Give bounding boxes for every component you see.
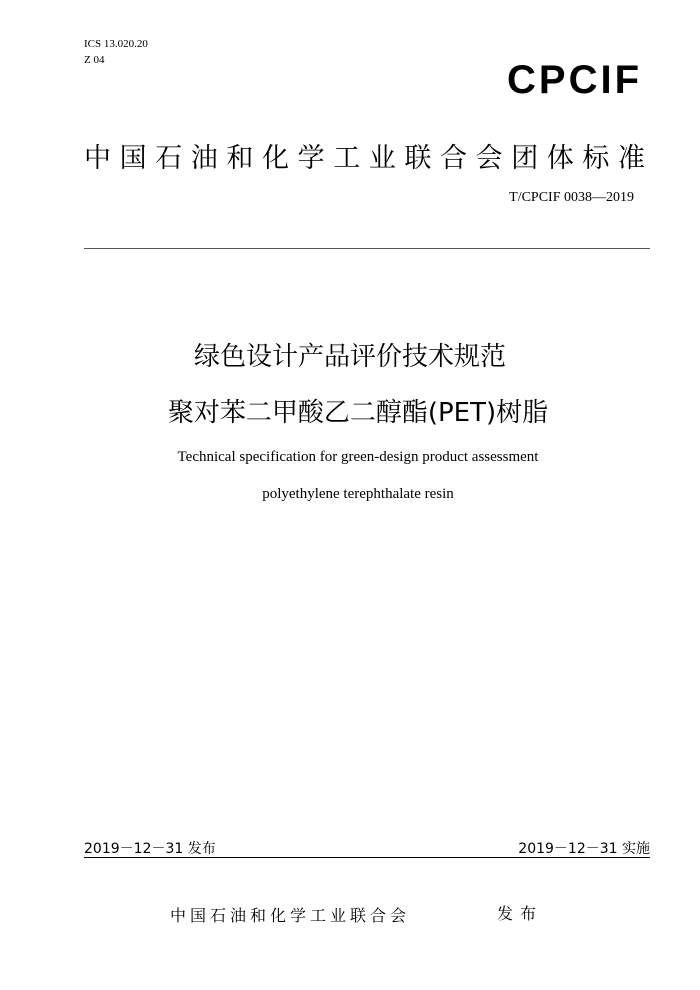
publish-label: 发布: [497, 904, 544, 923]
ccs-code: Z 04: [84, 54, 105, 66]
document-title-en-line1: Technical specification for green-design product assessment: [177, 449, 539, 465]
ics-code-block: [84, 36, 148, 68]
standard-number: T/CPCIF 0038—2019: [509, 190, 634, 205]
document-title-zh-line2: 聚对苯二甲酸乙二醇酯(PET)树脂: [167, 398, 549, 428]
footer-divider: [84, 857, 650, 858]
organization-standard-title: 中国石油和化学工业联合会团体标准: [84, 143, 654, 174]
document-title-zh-line1: 绿色设计产品评价技术规范: [193, 342, 506, 372]
implementation-date: 2019－12－31 实施: [518, 841, 650, 857]
issue-date: 2019－12－31 发布: [84, 841, 216, 857]
header-divider: [84, 248, 650, 249]
ics-code: ICS 13.020.20: [84, 38, 148, 50]
document-title-en-line2: polyethylene terephthalate resin: [262, 486, 454, 502]
cpcif-logo: CPCIF: [507, 58, 642, 102]
publisher-name: 中国石油和化学工业联合会: [170, 906, 411, 925]
